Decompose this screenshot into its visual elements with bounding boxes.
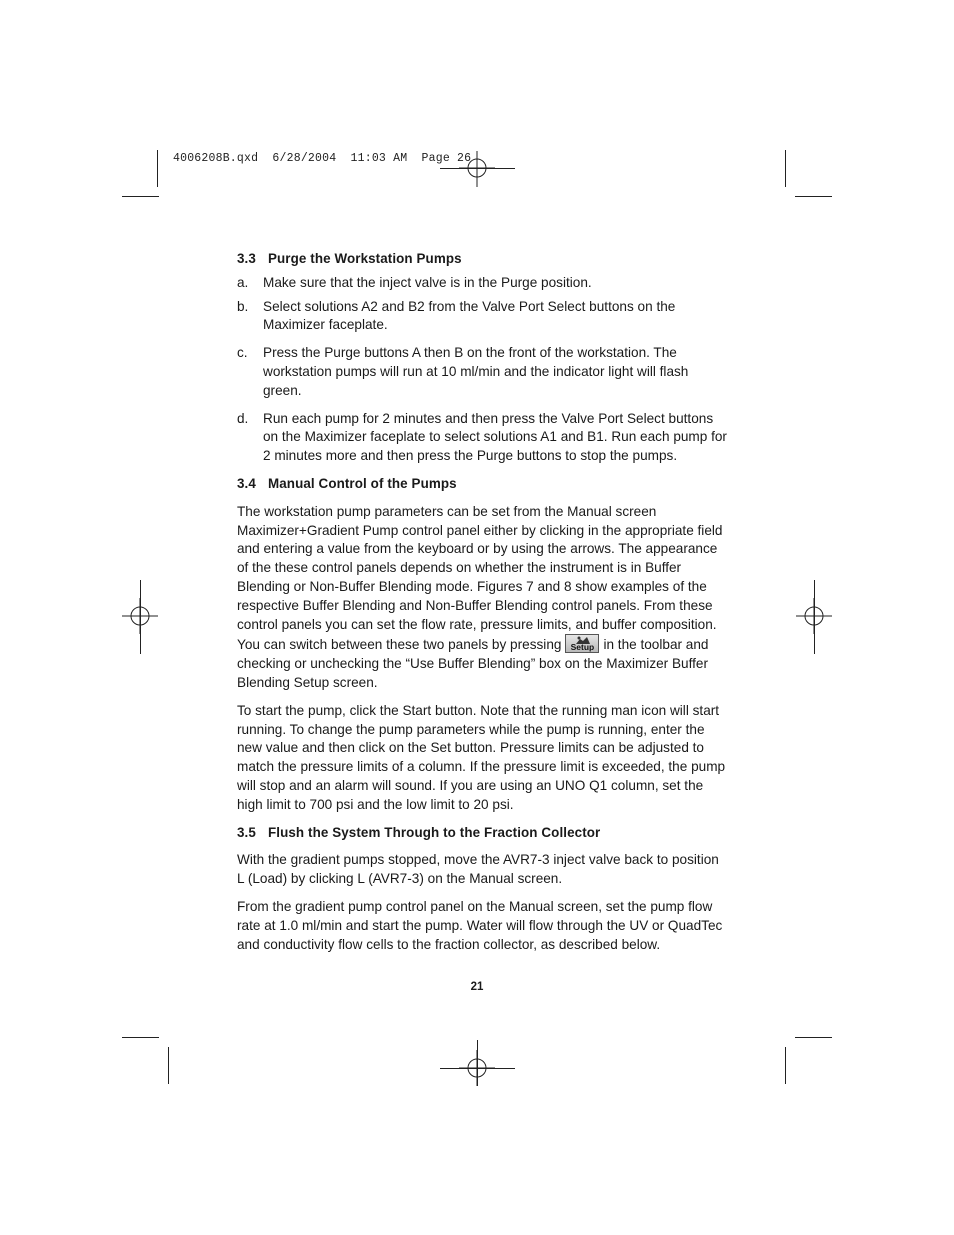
list-item-text: Run each pump for 2 minutes and then press the Valve Port Select buttons on the Maximizer faceplate to select solutions A1 and B1. Run each pump for 2 minutes more and then press the Purge buttons to stop the pumps. — [263, 410, 727, 464]
list-item-text: Select solutions A2 and B2 from the Valve Port Select buttons on the Maximizer faceplate. — [263, 298, 676, 333]
section-title: Purge the Workstation Pumps — [268, 251, 462, 266]
section-heading — [237, 250, 729, 269]
list-item — [237, 344, 729, 400]
section-number: 3.4 — [237, 475, 256, 491]
list-item-text: Press the Purge buttons A then B on the front of the workstation. The workstation pumps will run at 10 ml/min and the indicator light will flash green. — [263, 345, 689, 398]
list-item-label: b. — [237, 298, 249, 314]
list-item-label: a. — [237, 274, 249, 290]
section-heading — [237, 824, 729, 843]
crop-mark — [157, 150, 158, 187]
list-item-label: c. — [237, 345, 248, 361]
section-title: Flush the System Through to the Fraction Collector — [268, 824, 601, 840]
list-item-label: d. — [237, 410, 249, 426]
paragraph: From the gradient pump control panel on the Manual screen, set the pump flow rate at 1.0 ml/min and start the pump. Water will flow through the UV or QuadTec and conductivity flow cells to the fraction collector, as described below. — [237, 898, 723, 952]
printer-slug: 4006208B.qxd 6/28/2004 11:03 AM Page 26 — [173, 152, 472, 165]
section-title: Manual Control of the Pumps — [268, 475, 457, 491]
list-item — [237, 298, 729, 336]
paragraph: To start the pump, click the Start button. Note that the running man icon will start running. To change the pump parameters while the pump is running, enter the new value and then click on the Set button. Pressure limits can be adjusted to match the pressure limits of a column. If the pressure limit is exceeded, the pump will stop and an alarm will sound. If you are using an UNO Q1 column, set the high limit to 700 psi and the low limit to 20 psi. — [237, 702, 726, 812]
crop-mark — [785, 150, 786, 187]
paragraph-text: in the toolbar and checking or unchecking the “Use Buffer Blending” box on the Maximizer Buffer Blending Setup screen. — [237, 637, 709, 690]
crop-mark — [122, 196, 159, 197]
registration-line — [477, 1040, 478, 1086]
setup-toolbar-icon — [565, 634, 599, 653]
paragraph-text: The workstation pump parameters can be set from the Manual screen Maximizer+Gradient Pump control panel either by clicking in the appropriate field and entering a value from the keyboard or by using the arrows. The appearance of the these control panels depends on whether the instrument is in Buffer Blending or Non-Buffer Blending mode. Figures 7 and 8 show examples of the respective Buffer Blending and Non-Buffer Blending control panels. From these control panels you can set the flow rate, pressure limits, and buffer composition. You can switch between these two panels by pressing — [237, 503, 723, 653]
list-item-text: Make sure that the inject valve is in the Purge position. — [263, 274, 592, 290]
section-number: 3.3 — [237, 251, 256, 266]
document-body — [237, 250, 729, 963]
section-number: 3.5 — [237, 824, 256, 840]
registration-mark-top — [459, 151, 495, 187]
section-heading — [237, 475, 729, 494]
paragraph — [237, 503, 729, 693]
crop-mark — [785, 1047, 786, 1084]
crop-mark — [795, 196, 832, 197]
setup-icon-label: Setup — [570, 642, 595, 653]
list-item — [237, 274, 729, 293]
registration-line — [814, 580, 815, 654]
paragraph: With the gradient pumps stopped, move the AVR7-3 inject valve back to position L (Load) by clicking L (AVR7-3) on the Manual screen. — [237, 852, 719, 887]
list-item — [237, 410, 729, 466]
crop-mark — [795, 1037, 832, 1038]
page-number: 21 — [470, 981, 484, 993]
registration-line — [440, 168, 515, 169]
crop-mark — [168, 1047, 169, 1084]
crop-mark — [122, 1037, 159, 1038]
registration-line — [140, 580, 141, 654]
